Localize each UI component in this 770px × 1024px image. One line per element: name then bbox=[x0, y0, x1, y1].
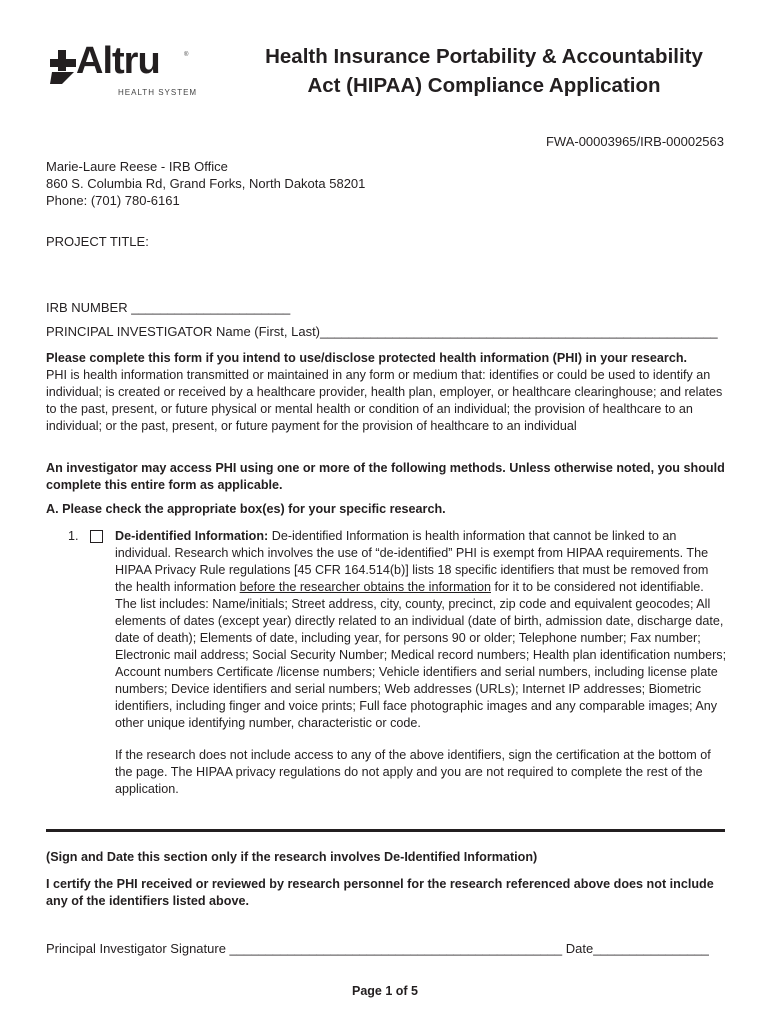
phi-intro-heading: Please complete this form if you intend to use/disclose protected health information (PHI) in your research. bbox=[46, 351, 688, 365]
principal-investigator-field[interactable]: PRINCIPAL INVESTIGATOR Name (First, Last)_______________________________________________________ bbox=[46, 324, 718, 339]
registered-mark: ® bbox=[184, 52, 189, 58]
altru-cross-icon bbox=[48, 50, 78, 86]
altru-logo bbox=[48, 40, 198, 98]
title-line-2: Act (HIPAA) Compliance Application bbox=[307, 74, 661, 97]
item-deidentified-text bbox=[115, 528, 728, 732]
methods-instructions: An investigator may access PHI using one or more of the following methods. Unless otherwise noted, you should complete this entire form as applicable. bbox=[46, 461, 725, 492]
phi-definition: PHI is health information transmitted or maintained in any form or medium that: identifies or could be used to identify an individual; is created or received by a healthcare provider, health plan, employer, or healthcare clearinghouse; and relates to the past, present, or future physical or mental health or condition of an individual; the provision of healthcare to an individual; or the past, present, or future payment for the provision of healthcare to an individual bbox=[46, 368, 723, 433]
irb-number-field[interactable]: IRB NUMBER ______________________ bbox=[46, 300, 291, 315]
certification-heading: (Sign and Date this section only if the research involves De-Identified Information) bbox=[46, 850, 538, 864]
deidentified-checkbox[interactable] bbox=[90, 530, 103, 543]
page-title bbox=[240, 42, 728, 100]
item-number: 1. bbox=[68, 529, 79, 543]
item-text-underlined: before the researcher obtains the information bbox=[239, 580, 491, 594]
logo-wordmark: Altru bbox=[76, 40, 160, 82]
certification-statement: I certify the PHI received or reviewed by research personnel for the research referenced above does not include any of the identifiers listed above. bbox=[46, 877, 714, 908]
section-divider bbox=[46, 829, 725, 832]
phi-intro bbox=[46, 350, 726, 435]
deidentified-note: If the research does not include access to any of the above identifiers, sign the certification at the bottom of the page. The HIPAA privacy regulations do not apply and you are not required to complete the rest of the application. bbox=[115, 748, 711, 796]
item-deidentified-label: De-identified Information: bbox=[115, 529, 269, 543]
reference-number: FWA-00003965/IRB-00002563 bbox=[545, 134, 724, 149]
contact-block bbox=[46, 158, 365, 209]
logo-subtitle: HEALTH SYSTEM bbox=[118, 88, 198, 97]
contact-phone: Phone: (701) 780-6161 bbox=[46, 193, 180, 208]
item-deidentified bbox=[68, 528, 728, 798]
title-line-1: Health Insurance Portability & Accountability bbox=[265, 45, 703, 68]
contact-address: 860 S. Columbia Rd, Grand Forks, North Dakota 58201 bbox=[46, 176, 366, 191]
signature-date-field[interactable]: Principal Investigator Signature ______________________________________________ Date________________ bbox=[46, 941, 709, 956]
page-number: Page 1 of 5 bbox=[352, 984, 418, 998]
item-text-a: De-identified Information is health information that cannot be linked to an individual. Research which involves the use of “de-identified” PHI is exempt from HIPAA requirements. The HIPAA Privacy Rule regulations [45 CFR 164.514(b)] lists 18 specific identifiers that must be removed from the health information bbox=[115, 529, 709, 594]
section-a-heading: A. Please check the appropriate box(es) for your specific research. bbox=[46, 502, 446, 516]
project-title-field[interactable]: PROJECT TITLE: bbox=[46, 234, 149, 249]
contact-name: Marie-Laure Reese - IRB Office bbox=[46, 159, 228, 174]
item-text-b: for it to be considered not identifiable. The list includes: Name/initials; Street address, city, county, precinct, zip code and equivalent geocodes; All elements of dates (except year) directly related to an individual (date of birth, admission date, discharge date, date of death); Elements of date, including year, for persons 90 or older; Telephone number; Fax number; Electronic mail address; Social Security Number; Medical record numbers; Health plan identification numbers; Account numbers Certificate /license numbers; Vehicle identifiers and serial numbers, including license plate numbers; Device identifiers and serial numbers; Web addresses (URLs); Internet IP addresses; Biometric identifiers, including finger and voice prints; Full face photographic images and any comparable images; Any other unique identifying number, characteristic or code. bbox=[115, 580, 727, 730]
